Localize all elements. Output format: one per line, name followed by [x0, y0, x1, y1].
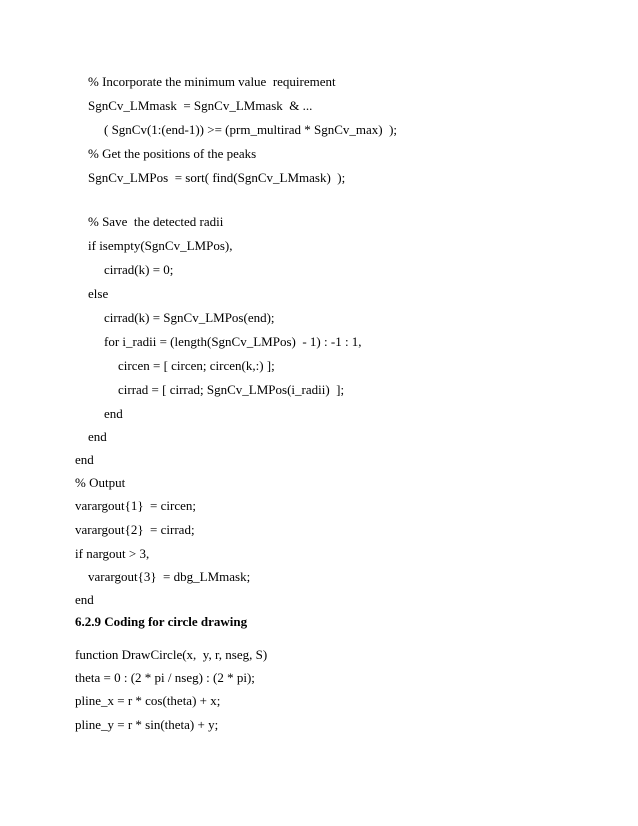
code-line: theta = 0 : (2 * pi / nseg) : (2 * pi); [75, 670, 255, 685]
code-line: pline_x = r * cos(theta) + x; [75, 693, 221, 708]
code-line: ( SgnCv(1:(end-1)) >= (prm_multirad * SgnCv_max) ); [104, 122, 398, 137]
code-line: end [75, 592, 94, 607]
code-line: SgnCv_LMmask = SgnCv_LMmask & ... [88, 98, 313, 113]
code-line: SgnCv_LMPos = sort( find(SgnCv_LMmask) ); [88, 170, 346, 185]
code-comment-line: % Incorporate the minimum value requirement [88, 74, 336, 89]
code-line: if isempty(SgnCv_LMPos), [88, 238, 233, 253]
code-line: varargout{3} = dbg_LMmask; [88, 569, 251, 584]
code-line: pline_y = r * sin(theta) + y; [75, 717, 219, 732]
code-line: circen = [ circen; circen(k,:) ]; [118, 358, 275, 373]
code-line: else [88, 286, 109, 301]
code-line: varargout{1} = circen; [75, 498, 196, 513]
code-line: end [75, 452, 94, 467]
code-line: function DrawCircle(x, y, r, nseg, S) [75, 647, 268, 662]
code-line: for i_radii = (length(SgnCv_LMPos) - 1) : -1 : 1, [104, 334, 362, 349]
section-heading: 6.2.9 Coding for circle drawing [75, 614, 248, 629]
code-line: end [104, 406, 123, 421]
code-line: cirrad(k) = SgnCv_LMPos(end); [104, 310, 275, 325]
code-line: end [88, 429, 107, 444]
code-comment-line: % Get the positions of the peaks [88, 146, 257, 161]
code-comment-line: % Save the detected radii [88, 214, 224, 229]
code-line: if nargout > 3, [75, 546, 150, 561]
code-comment-line: % Output [75, 475, 126, 490]
code-line: cirrad = [ cirrad; SgnCv_LMPos(i_radii) ]; [118, 382, 345, 397]
code-line: varargout{2} = cirrad; [75, 522, 195, 537]
code-line: cirrad(k) = 0; [104, 262, 174, 277]
